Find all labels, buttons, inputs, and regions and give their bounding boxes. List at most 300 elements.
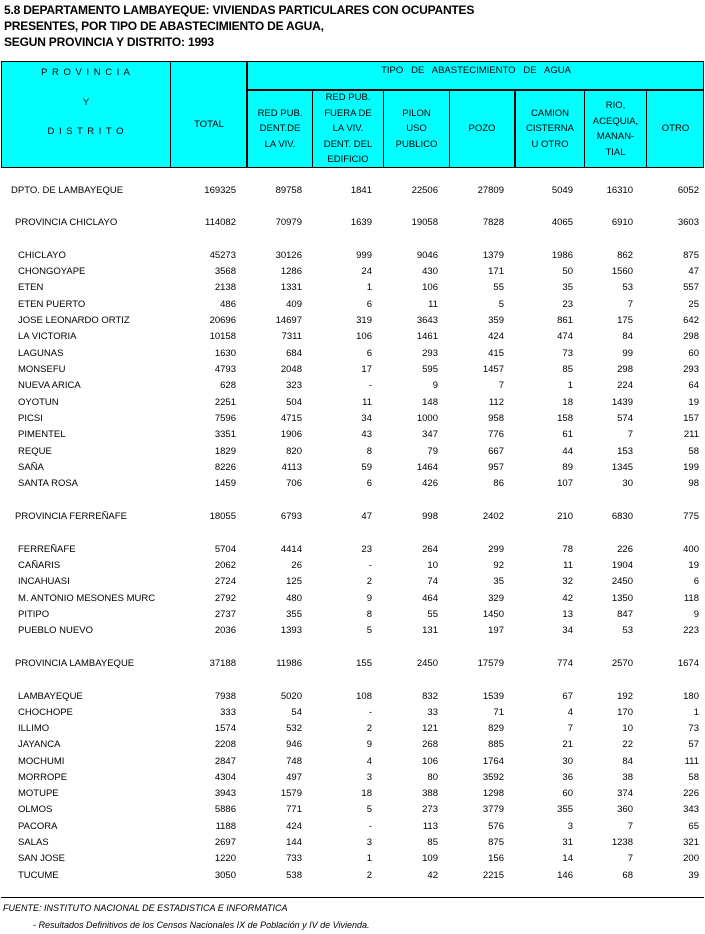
cell-value: 430 bbox=[422, 266, 438, 277]
row-name: ETEN bbox=[18, 282, 44, 293]
cell-value: 14 bbox=[562, 853, 573, 864]
cell-value: 4 bbox=[366, 756, 372, 767]
cell-value: 106 bbox=[422, 756, 438, 767]
cell-value: 23 bbox=[361, 544, 372, 555]
district-row bbox=[0, 591, 705, 607]
column-divider bbox=[312, 90, 313, 167]
cell-value: 111 bbox=[684, 756, 699, 767]
cell-value: 5704 bbox=[214, 544, 236, 555]
cell-value: 197 bbox=[488, 625, 504, 636]
cell-value: 118 bbox=[683, 593, 699, 604]
header-subcolumn bbox=[248, 91, 312, 167]
cell-value: 415 bbox=[488, 348, 504, 359]
cell-value: 480 bbox=[286, 593, 302, 604]
cell-value: 3603 bbox=[677, 217, 699, 228]
cell-value: 34 bbox=[562, 625, 573, 636]
cell-value: 85 bbox=[427, 837, 438, 848]
cell-value: 192 bbox=[617, 691, 633, 702]
footer bbox=[3, 900, 370, 934]
cell-value: 73 bbox=[688, 723, 699, 734]
cell-value: 170 bbox=[617, 707, 633, 718]
cell-value: 319 bbox=[356, 315, 372, 326]
cell-value: 3568 bbox=[214, 266, 236, 277]
cell-value: 17579 bbox=[477, 658, 504, 669]
cell-value: 226 bbox=[683, 788, 699, 799]
cell-value: 7 bbox=[627, 821, 633, 832]
cell-value: 538 bbox=[286, 870, 302, 881]
cell-value: 5 bbox=[366, 804, 372, 815]
row-name: INCAHUASI bbox=[18, 576, 70, 587]
cell-value: 7311 bbox=[281, 331, 302, 342]
cell-value: 400 bbox=[683, 544, 699, 555]
cell-value: 8226 bbox=[214, 462, 236, 473]
row-name: CAÑARIS bbox=[18, 560, 61, 571]
cell-value: 360 bbox=[617, 804, 633, 815]
cell-value: 3351 bbox=[214, 429, 236, 440]
title-line-1: 5.8 DEPARTAMENTO LAMBAYEQUE: VIVIENDAS PARTICULARES CON OCUPANTES bbox=[4, 3, 475, 17]
district-row bbox=[0, 770, 705, 786]
cell-value: 9046 bbox=[416, 250, 438, 261]
cell-value: 748 bbox=[286, 756, 302, 767]
cell-value: 706 bbox=[286, 478, 302, 489]
cell-value: 2036 bbox=[214, 625, 236, 636]
row-name: NUEVA ARICA bbox=[18, 380, 81, 391]
title-line-3: SEGUN PROVINCIA Y DISTRITO: 1993 bbox=[4, 35, 214, 49]
cell-value: 2570 bbox=[611, 658, 633, 669]
cell-value: 2737 bbox=[214, 609, 236, 620]
cell-value: 71 bbox=[493, 707, 504, 718]
cell-value: 7 bbox=[627, 299, 633, 310]
cell-value: 355 bbox=[557, 804, 573, 815]
cell-value: 497 bbox=[286, 772, 302, 783]
cell-value: 557 bbox=[683, 282, 699, 293]
header-subcolumn-line: FUERA DE bbox=[324, 107, 372, 119]
district-row bbox=[0, 444, 705, 460]
cell-value: 1560 bbox=[611, 266, 633, 277]
cell-value: 3779 bbox=[482, 804, 504, 815]
cell-value: 58 bbox=[688, 446, 699, 457]
cell-value: 2402 bbox=[482, 511, 504, 522]
header-subcolumn bbox=[384, 91, 449, 167]
header-subcolumn-line: RED PUB. bbox=[325, 92, 371, 104]
cell-value: 18 bbox=[562, 397, 573, 408]
cell-value: 875 bbox=[683, 250, 699, 261]
cell-value: 1986 bbox=[551, 250, 573, 261]
cell-value: 504 bbox=[286, 397, 302, 408]
cell-value: 2 bbox=[366, 870, 372, 881]
district-row bbox=[0, 754, 705, 770]
cell-value: 4113 bbox=[281, 462, 302, 473]
cell-value: 7 bbox=[498, 380, 504, 391]
cell-value: 1674 bbox=[677, 658, 699, 669]
district-row bbox=[0, 623, 705, 639]
cell-value: 146 bbox=[557, 870, 573, 881]
cell-value: 9 bbox=[366, 739, 372, 750]
cell-value: 27809 bbox=[477, 185, 504, 196]
cell-value: 774 bbox=[557, 658, 573, 669]
footer-note: - Resultados Definitivos de los Censos Nacionales IX de Población y IV de Vivienda. bbox=[33, 920, 370, 930]
cell-value: 223 bbox=[683, 625, 699, 636]
cell-value: 684 bbox=[286, 348, 302, 359]
cell-value: 875 bbox=[488, 837, 504, 848]
district-row bbox=[0, 802, 705, 818]
cell-value: 175 bbox=[617, 315, 633, 326]
district-row bbox=[0, 362, 705, 378]
header-province-line: P R O V I N C I A bbox=[41, 67, 131, 78]
cell-value: 1393 bbox=[280, 625, 302, 636]
cell-value: 10 bbox=[622, 723, 633, 734]
cell-value: 1345 bbox=[611, 462, 633, 473]
cell-value: 47 bbox=[361, 511, 372, 522]
row-name: PACORA bbox=[18, 821, 58, 832]
cell-value: 106 bbox=[356, 331, 372, 342]
cell-value: 4793 bbox=[214, 364, 236, 375]
cell-value: 667 bbox=[488, 446, 504, 457]
cell-value: 155 bbox=[356, 658, 372, 669]
cell-value: 6 bbox=[366, 478, 372, 489]
cell-value: 486 bbox=[220, 299, 236, 310]
cell-value: 3 bbox=[366, 837, 372, 848]
cell-value: 958 bbox=[488, 413, 504, 424]
cell-value: 2062 bbox=[214, 560, 236, 571]
header-subcolumn-line: RIO, bbox=[605, 100, 626, 111]
cell-value: 13 bbox=[562, 609, 573, 620]
cell-value: 3050 bbox=[214, 870, 236, 881]
cell-value: 11 bbox=[428, 299, 438, 310]
cell-value: 54 bbox=[291, 707, 302, 718]
district-row bbox=[0, 835, 705, 851]
cell-value: 1906 bbox=[280, 429, 302, 440]
district-row bbox=[0, 427, 705, 443]
district-row bbox=[0, 248, 705, 264]
cell-value: 211 bbox=[683, 429, 699, 440]
cell-value: - bbox=[368, 380, 372, 391]
cell-value: 148 bbox=[422, 397, 438, 408]
cell-value: 18 bbox=[361, 788, 372, 799]
table-title bbox=[4, 2, 474, 50]
cell-value: 424 bbox=[286, 821, 302, 832]
column-divider bbox=[449, 90, 450, 167]
column-divider bbox=[514, 90, 516, 167]
cell-value: 2048 bbox=[280, 364, 302, 375]
cell-value: 38 bbox=[622, 772, 633, 783]
cell-value: 333 bbox=[220, 707, 236, 718]
row-name: OYOTUN bbox=[18, 397, 59, 408]
cell-value: 107 bbox=[557, 478, 573, 489]
cell-value: 574 bbox=[617, 413, 633, 424]
cell-value: 64 bbox=[688, 380, 699, 391]
header-subcolumn-line: LA VIV. bbox=[264, 138, 296, 150]
cell-value: 946 bbox=[286, 739, 302, 750]
cell-value: 2 bbox=[366, 723, 372, 734]
cell-value: 2 bbox=[366, 576, 372, 587]
header-subcolumn-line: DENT. DEL bbox=[323, 138, 373, 150]
cell-value: 1 bbox=[693, 707, 699, 718]
cell-value: 2215 bbox=[482, 870, 504, 881]
cell-value: 98 bbox=[688, 478, 699, 489]
cell-value: 2724 bbox=[214, 576, 236, 587]
cell-value: 6830 bbox=[611, 511, 633, 522]
cell-value: 1630 bbox=[214, 348, 236, 359]
cell-value: 121 bbox=[422, 723, 438, 734]
cell-value: 55 bbox=[493, 282, 504, 293]
cell-value: 25 bbox=[688, 299, 699, 310]
cell-value: 7938 bbox=[214, 691, 236, 702]
department-row bbox=[0, 183, 705, 199]
cell-value: 1829 bbox=[214, 446, 236, 457]
header-subcolumn bbox=[647, 91, 704, 167]
cell-value: 7 bbox=[627, 853, 633, 864]
cell-value: 5 bbox=[366, 625, 372, 636]
row-name: PIMENTEL bbox=[18, 429, 66, 440]
cell-value: 68 bbox=[622, 870, 633, 881]
cell-value: 30 bbox=[562, 756, 573, 767]
row-name: PROVINCIA FERREÑAFE bbox=[15, 511, 127, 522]
district-row bbox=[0, 395, 705, 411]
cell-value: 79 bbox=[427, 446, 438, 457]
header-subcolumn bbox=[516, 91, 584, 167]
table-bottom-rule bbox=[1, 897, 704, 898]
row-name: DPTO. DE LAMBAYEQUE bbox=[11, 185, 124, 196]
province-row bbox=[0, 656, 705, 672]
district-row bbox=[0, 411, 705, 427]
cell-value: 53 bbox=[622, 282, 633, 293]
cell-value: 268 bbox=[422, 739, 438, 750]
cell-value: 92 bbox=[493, 560, 504, 571]
cell-value: 42 bbox=[562, 593, 573, 604]
cell-value: 298 bbox=[617, 364, 633, 375]
cell-value: 2450 bbox=[416, 658, 438, 669]
district-row bbox=[0, 313, 705, 329]
cell-value: 1298 bbox=[482, 788, 504, 799]
cell-value: 144 bbox=[286, 837, 302, 848]
header-subcolumn-line: LA VIV. bbox=[332, 123, 364, 135]
header-subcolumn bbox=[313, 91, 383, 167]
district-row bbox=[0, 574, 705, 590]
cell-value: 1220 bbox=[214, 853, 236, 864]
cell-value: 359 bbox=[488, 315, 504, 326]
cell-value: 355 bbox=[286, 609, 302, 620]
cell-value: 43 bbox=[361, 429, 372, 440]
row-name: M. ANTONIO MESONES MURC bbox=[18, 593, 156, 604]
cell-value: 4715 bbox=[280, 413, 302, 424]
cell-value: 11 bbox=[563, 560, 573, 571]
cell-value: 60 bbox=[688, 348, 699, 359]
header-province-line: Y bbox=[82, 96, 90, 108]
cell-value: 36 bbox=[562, 772, 573, 783]
header-subcolumn-line: U OTRO bbox=[531, 138, 569, 150]
header-subcolumn bbox=[585, 91, 646, 167]
cell-value: 9 bbox=[432, 380, 438, 391]
row-name: FERREÑAFE bbox=[18, 544, 76, 555]
cell-value: 298 bbox=[683, 331, 699, 342]
cell-value: 3592 bbox=[482, 772, 504, 783]
row-name: LAGUNAS bbox=[18, 348, 64, 359]
header-subcolumn-line: PUBLICO bbox=[395, 138, 438, 150]
cell-value: 6052 bbox=[677, 185, 699, 196]
cell-value: 180 bbox=[683, 691, 699, 702]
cell-value: 21 bbox=[562, 739, 573, 750]
header-subcolumn-line: CAMION bbox=[531, 107, 569, 119]
cell-value: 1457 bbox=[482, 364, 504, 375]
cell-value: 89 bbox=[562, 462, 573, 473]
cell-value: 5 bbox=[498, 299, 504, 310]
row-name: REQUE bbox=[18, 446, 52, 457]
cell-value: 1579 bbox=[280, 788, 302, 799]
district-row bbox=[0, 689, 705, 705]
district-row bbox=[0, 705, 705, 721]
cell-value: 293 bbox=[683, 364, 699, 375]
cell-value: 1188 bbox=[215, 821, 236, 832]
row-name: MOTUPE bbox=[18, 788, 59, 799]
district-row bbox=[0, 558, 705, 574]
cell-value: 200 bbox=[683, 853, 699, 864]
cell-value: 820 bbox=[286, 446, 302, 457]
cell-value: - bbox=[368, 560, 372, 571]
cell-value: 1 bbox=[366, 282, 372, 293]
column-divider bbox=[646, 90, 647, 167]
cell-value: 1450 bbox=[482, 609, 504, 620]
cell-value: 1 bbox=[366, 853, 372, 864]
header-province bbox=[2, 62, 170, 167]
row-name: SAÑA bbox=[18, 462, 44, 473]
cell-value: 169325 bbox=[204, 185, 236, 196]
row-name: MORROPE bbox=[18, 772, 68, 783]
cell-value: 829 bbox=[488, 723, 504, 734]
cell-value: 264 bbox=[422, 544, 438, 555]
province-row bbox=[0, 215, 705, 231]
row-name: PROVINCIA CHICLAYO bbox=[15, 217, 118, 228]
cell-value: 67 bbox=[562, 691, 573, 702]
cell-value: 957 bbox=[488, 462, 504, 473]
district-row bbox=[0, 280, 705, 296]
header-total bbox=[171, 62, 247, 167]
cell-value: 20696 bbox=[209, 315, 236, 326]
cell-value: 7 bbox=[627, 429, 633, 440]
footer-source: FUENTE: INSTITUTO NACIONAL DE ESTADISTICA E INFORMATICA bbox=[3, 903, 288, 913]
cell-value: 23 bbox=[562, 299, 573, 310]
cell-value: 11986 bbox=[276, 658, 302, 669]
row-name: SAN JOSE bbox=[18, 853, 65, 864]
cell-value: 6 bbox=[366, 348, 372, 359]
row-name: CHONGOYAPE bbox=[18, 266, 86, 277]
cell-value: 1574 bbox=[214, 723, 236, 734]
cell-value: 19 bbox=[688, 560, 699, 571]
header-subcolumn-line: RED PUB. bbox=[257, 107, 303, 119]
cell-value: 1439 bbox=[611, 397, 633, 408]
cell-value: 226 bbox=[617, 544, 633, 555]
cell-value: 39 bbox=[688, 870, 699, 881]
district-row bbox=[0, 264, 705, 280]
cell-value: 158 bbox=[557, 413, 573, 424]
cell-value: 1331 bbox=[280, 282, 302, 293]
cell-value: 299 bbox=[488, 544, 504, 555]
row-name: PUEBLO NUEVO bbox=[18, 625, 93, 636]
cell-value: 3643 bbox=[416, 315, 438, 326]
cell-value: 131 bbox=[422, 625, 438, 636]
cell-value: 3943 bbox=[214, 788, 236, 799]
header-group-label: TIPO DE ABASTECIMIENTO DE AGUA bbox=[381, 65, 571, 76]
cell-value: 14697 bbox=[275, 315, 302, 326]
cell-value: 321 bbox=[683, 837, 699, 848]
cell-value: 6793 bbox=[280, 511, 302, 522]
header-subcolumn-line: EDIFICIO bbox=[327, 154, 369, 166]
cell-value: 1350 bbox=[611, 593, 633, 604]
cell-value: 157 bbox=[683, 413, 699, 424]
header-province-line: D I S T R I T O bbox=[47, 126, 125, 137]
column-divider bbox=[584, 90, 585, 167]
cell-value: 35 bbox=[562, 282, 573, 293]
cell-value: 60 bbox=[562, 788, 573, 799]
cell-value: 6 bbox=[693, 576, 699, 587]
row-name: LAMBAYEQUE bbox=[18, 691, 83, 702]
cell-value: 33 bbox=[427, 707, 438, 718]
row-name: TUCUME bbox=[18, 870, 59, 881]
cell-value: 22506 bbox=[411, 185, 438, 196]
cell-value: 30126 bbox=[275, 250, 302, 261]
cell-value: 18055 bbox=[209, 511, 236, 522]
district-row bbox=[0, 607, 705, 623]
cell-value: 1238 bbox=[611, 837, 633, 848]
district-row bbox=[0, 542, 705, 558]
cell-value: 30 bbox=[622, 478, 633, 489]
cell-value: 7 bbox=[567, 723, 573, 734]
cell-value: 862 bbox=[617, 250, 633, 261]
cell-value: 7828 bbox=[482, 217, 504, 228]
header-subcolumn-line: PILON bbox=[402, 107, 431, 119]
row-name: SANTA ROSA bbox=[18, 478, 79, 489]
cell-value: 999 bbox=[356, 250, 372, 261]
cell-value: 5886 bbox=[214, 804, 236, 815]
cell-value: 78 bbox=[562, 544, 573, 555]
cell-value: 19 bbox=[688, 397, 699, 408]
cell-value: 1000 bbox=[416, 413, 438, 424]
cell-value: 4065 bbox=[551, 217, 573, 228]
row-name: SALAS bbox=[18, 837, 49, 848]
cell-value: 861 bbox=[557, 315, 573, 326]
cell-value: 108 bbox=[356, 691, 372, 702]
cell-value: 329 bbox=[488, 593, 504, 604]
cell-value: 1459 bbox=[214, 478, 236, 489]
row-name: PITIPO bbox=[18, 609, 50, 620]
cell-value: 57 bbox=[688, 739, 699, 750]
cell-value: 2847 bbox=[214, 756, 236, 767]
cell-value: 2251 bbox=[214, 397, 236, 408]
cell-value: 31 bbox=[562, 837, 573, 848]
cell-value: 22 bbox=[622, 739, 633, 750]
cell-value: 153 bbox=[617, 446, 633, 457]
cell-value: 9 bbox=[693, 609, 699, 620]
district-row bbox=[0, 868, 705, 884]
cell-value: 37188 bbox=[209, 658, 236, 669]
cell-value: 210 bbox=[557, 511, 573, 522]
cell-value: 2450 bbox=[611, 576, 633, 587]
cell-value: 84 bbox=[622, 331, 633, 342]
cell-value: 112 bbox=[488, 397, 504, 408]
district-row bbox=[0, 460, 705, 476]
cell-value: 474 bbox=[557, 331, 573, 342]
cell-value: 2792 bbox=[214, 593, 236, 604]
province-row bbox=[0, 509, 705, 525]
cell-value: 8 bbox=[366, 609, 372, 620]
row-name: CHOCHOPE bbox=[18, 707, 73, 718]
cell-value: 885 bbox=[488, 739, 504, 750]
district-row bbox=[0, 721, 705, 737]
cell-value: 224 bbox=[617, 380, 633, 391]
cell-value: 343 bbox=[683, 804, 699, 815]
cell-value: 323 bbox=[286, 380, 302, 391]
cell-value: 273 bbox=[422, 804, 438, 815]
